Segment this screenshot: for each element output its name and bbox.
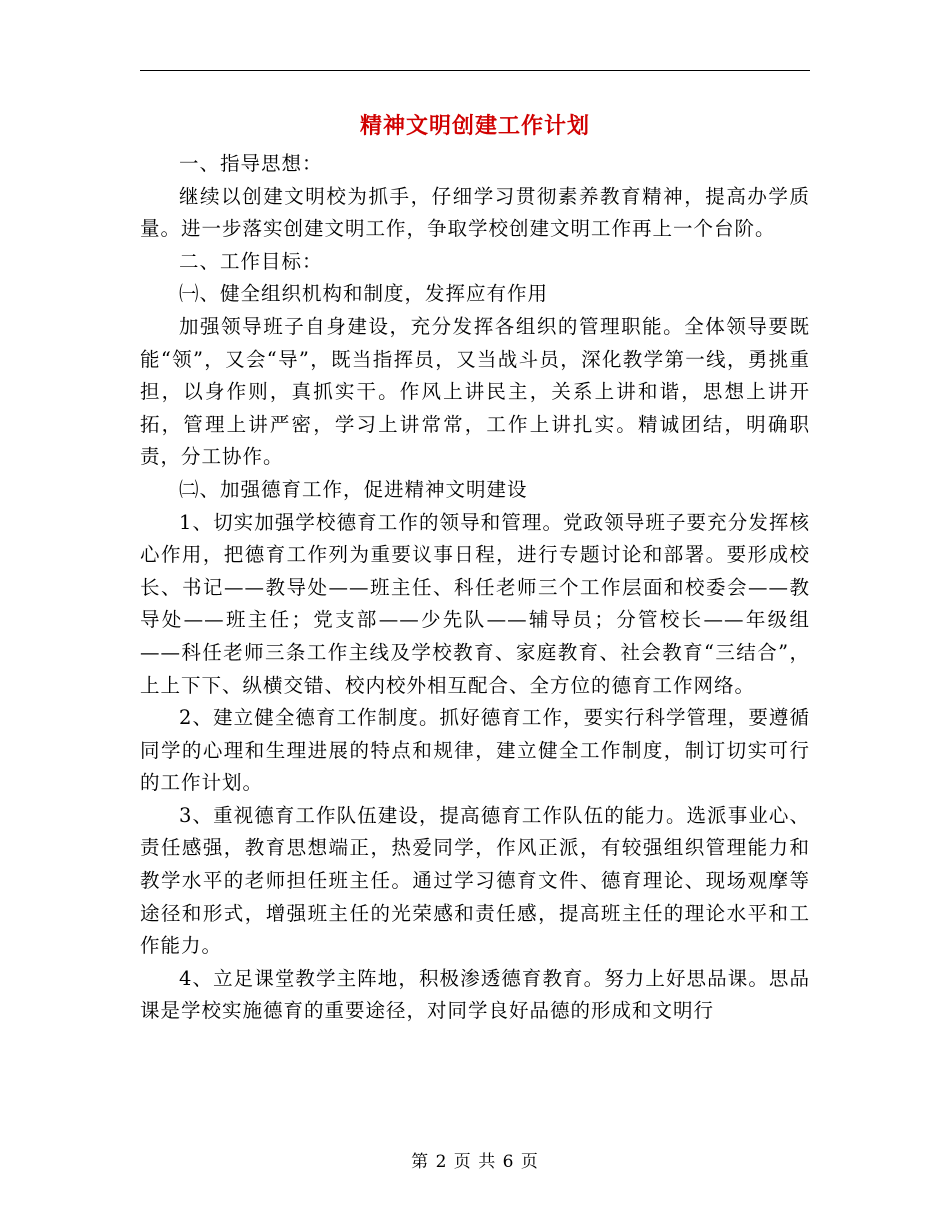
paragraph-item-3: 3、重视德育工作队伍建设，提高德育工作队伍的能力。选派事业心、责任感强，教育思想端正，热爱同学，作风正派，有较强组织管理能力和教学水平的老师担任班主任。通过学习德育文件、德育理论、现场观摩等途径和形式，增强班主任的光荣感和责任感，提高班主任的理论水平和工作能力。 bbox=[140, 803, 810, 958]
paragraph-item-1: 1、切实加强学校德育工作的领导和管理。党政领导班子要充分发挥核心作用，把德育工作列为重要议事日程，进行专题讨论和部署。要形成校长、书记——教导处——班主任、科任老师三个工作层面和校委会——教导处——班主任；党支部——少先队——辅导员；分管校长——年级组——科任老师三条工作主线及学校教育、家庭教育、社会教育“三结合”，上上下下、纵横交错、校内校外相互配合、全方位的德育工作网络。 bbox=[140, 510, 810, 697]
page-number: 第 2 页 共 6 页 bbox=[411, 1152, 539, 1172]
paragraph-heading-guiding-thought: 一、指导思想： bbox=[179, 152, 323, 175]
document-title: 精神文明创建工作计划 bbox=[359, 113, 590, 139]
document-body bbox=[140, 148, 810, 1028]
paragraph-item-2: 2、建立健全德育工作制度。抓好德育工作，要实行科学管理，要遵循同学的心理和生理进展的特点和规律，建立健全工作制度，制订切实可行的工作计划。 bbox=[140, 706, 810, 795]
paragraph-item-4: 4、立足课堂教学主阵地，积极渗透德育教育。努力上好思品课。思品课是学校实施德育的重要途径，对同学良好品德的形成和文明行 bbox=[140, 966, 810, 1023]
paragraph-subheading-1: ㈠、健全组织机构和制度，发挥应有作用 bbox=[179, 282, 549, 306]
header-rule bbox=[140, 70, 810, 71]
paragraph-heading-work-goals: 二、工作目标： bbox=[179, 249, 323, 273]
paragraph-guiding-thought: 继续以创建文明校为抓手，仔细学习贯彻素养教育精神，提高办学质量。进一步落实创建文明工作，争取学校创建文明工作再上一个台阶。 bbox=[140, 184, 810, 241]
paragraph-subheading-2: ㈡、加强德育工作，促进精神文明建设 bbox=[179, 477, 528, 501]
paragraph-leadership: 加强领导班子自身建设，充分发挥各组织的管理职能。全体领导要既能“领”，又会“导”，既当指挥员，又当战斗员，深化教学第一线，勇挑重担，以身作则，真抓实干。作风上讲民主，关系上讲和谐，思想上讲开拓，管理上讲严密，学习上讲常常，工作上讲扎实。精诚团结，明确职责，分工协作。 bbox=[140, 314, 810, 469]
